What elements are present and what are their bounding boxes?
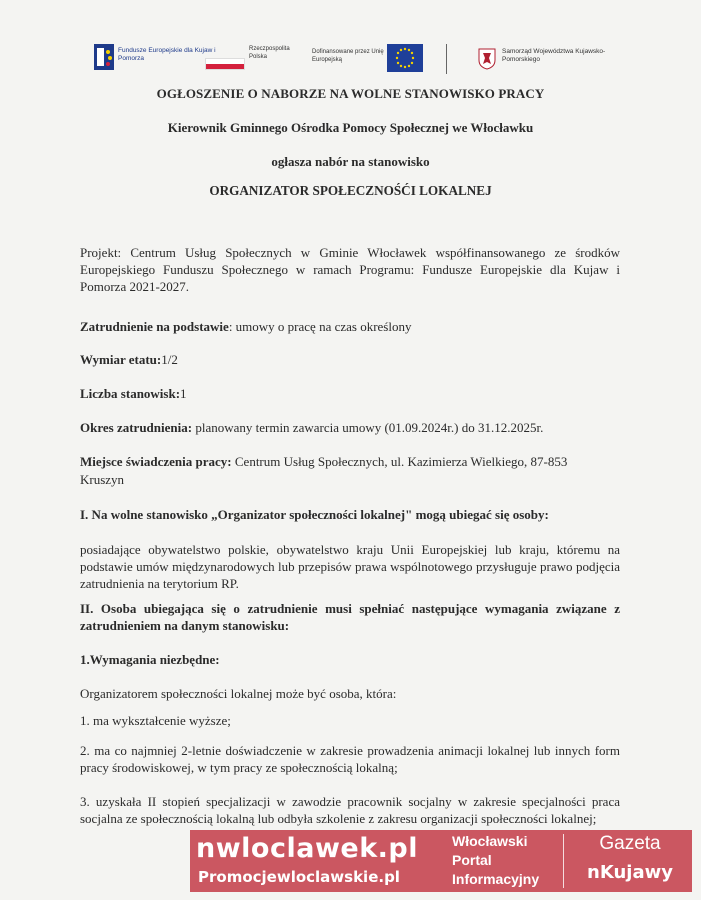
logo-divider (446, 44, 447, 74)
watermark-gazeta: Gazeta (599, 833, 661, 854)
position-count-value: 1 (180, 386, 187, 401)
portal-watermark (190, 830, 692, 892)
fundusze-europejskie-icon (94, 44, 114, 70)
employment-period-label: Okres zatrudnienia: (80, 420, 193, 435)
section-2-heading: II. Osoba ubiegająca się o zatrudnienie musi spełniać następujące wymagania związane z zatrudnieniem na danym stanowisku: (80, 601, 620, 633)
section-1-heading-text: I. Na wolne stanowisko „Organizator społeczności lokalnej" mogą ubiegać się osoby: (80, 507, 549, 522)
position-count (80, 385, 187, 402)
eu-flag-icon (387, 44, 423, 72)
requirement-item-2: 2. ma co najmniej 2-letnie doświadczenie w zakresie prowadzenia animacji lokalnej lub innych form pracy środowiskowej, w tym pracy ze społecznością lokalną; (80, 743, 620, 775)
samorzad-crest-icon (478, 48, 496, 70)
watermark-portal-line-2: Portal (452, 852, 492, 868)
fte-value: 1/2 (161, 352, 178, 367)
section-1-body: posiadające obywatelstwo polskie, obywatelstwo kraju Unii Europejskiej lub kraju, któremu na podstawie umów międzynarodowych lub przepisów prawa wspólnotowego przysługuje prawo podjęcia zatrudnienia na terytorium RP. (80, 542, 620, 591)
section-1-heading (80, 506, 549, 523)
polish-flag-icon (205, 58, 245, 70)
project-paragraph: Projekt: Centrum Usług Społecznych w Gminie Włocławek współfinansowanego ze środków Europejskiego Funduszu Społecznego w ramach Programu: Fundusze Europejskie dla Kujaw i Pomorza 2021-2027. (80, 245, 620, 294)
fundusze-europejskie-label: Fundusze Europejskie dla Kujaw i Pomorza (118, 47, 216, 62)
watermark-site-name: nwloclawek.pl (196, 833, 418, 864)
requirements-heading: 1.Wymagania niezbędne: (80, 652, 220, 667)
rzeczpospolita-label: Rzeczpospolita Polska (249, 46, 290, 60)
eu-cofinance-label: Dofinansowane przez Unię Europejską (312, 49, 384, 63)
employment-period (80, 419, 543, 436)
watermark-divider (563, 834, 564, 888)
watermark-promo-site: Promocjewloclawskie.pl (198, 868, 400, 886)
employment-basis-value: : umowy o pracę na czas określony (228, 319, 412, 334)
requirement-item-1: 1. ma wykształcenie wyższe; (80, 713, 231, 728)
fte (80, 351, 178, 368)
workplace-city: Kruszyn (80, 472, 125, 487)
workplace-label: Miejsce świadczenia pracy: (80, 454, 232, 469)
issuer-line: Kierownik Gminnego Ośrodka Pomocy Społecznej we Włocławku (167, 120, 534, 135)
workplace-value: Centrum Usług Społecznych, ul. Kazimierza Wielkiego, 87-853 (231, 454, 568, 469)
employment-period-value: planowany termin zawarcia umowy (01.09.2024r.) do 31.12.2025r. (192, 420, 544, 435)
requirement-item-3: 3. uzyskała II stopień specjalizacji w zawodzie pracownik socjalny w zakresie specjalności praca socjalna ze społecznością lokalną lub odbyła szkolenie z zakresu organizacji społeczności lokalnej; (80, 794, 620, 826)
employment-basis (80, 318, 411, 335)
watermark-portal-line-3: Informacyjny (452, 871, 540, 887)
requirements-intro: Organizatorem społeczności lokalnej może być osoba, która: (80, 686, 397, 701)
workplace (80, 453, 567, 470)
samorzad-label: Samorząd Województwa Kujawsko-Pomorskiego (502, 48, 606, 63)
watermark-nkujawy: nKujawy (587, 862, 673, 883)
watermark-portal-line-1: Włocławski (452, 833, 528, 849)
fte-label: Wymiar etatu: (80, 352, 162, 367)
announces-line: ogłasza nabór na stanowisko (271, 154, 430, 169)
watermark-portal-label (452, 832, 539, 889)
position-count-label: Liczba stanowisk: (80, 386, 181, 401)
position-title: ORGANIZATOR SPOŁECZNOŚĆI LOKALNEJ (209, 183, 492, 198)
employment-basis-label: Zatrudnienie na podstawie (80, 319, 229, 334)
announcement-title: OGŁOSZENIE O NABORZE NA WOLNE STANOWISKO PRACY (156, 86, 545, 101)
